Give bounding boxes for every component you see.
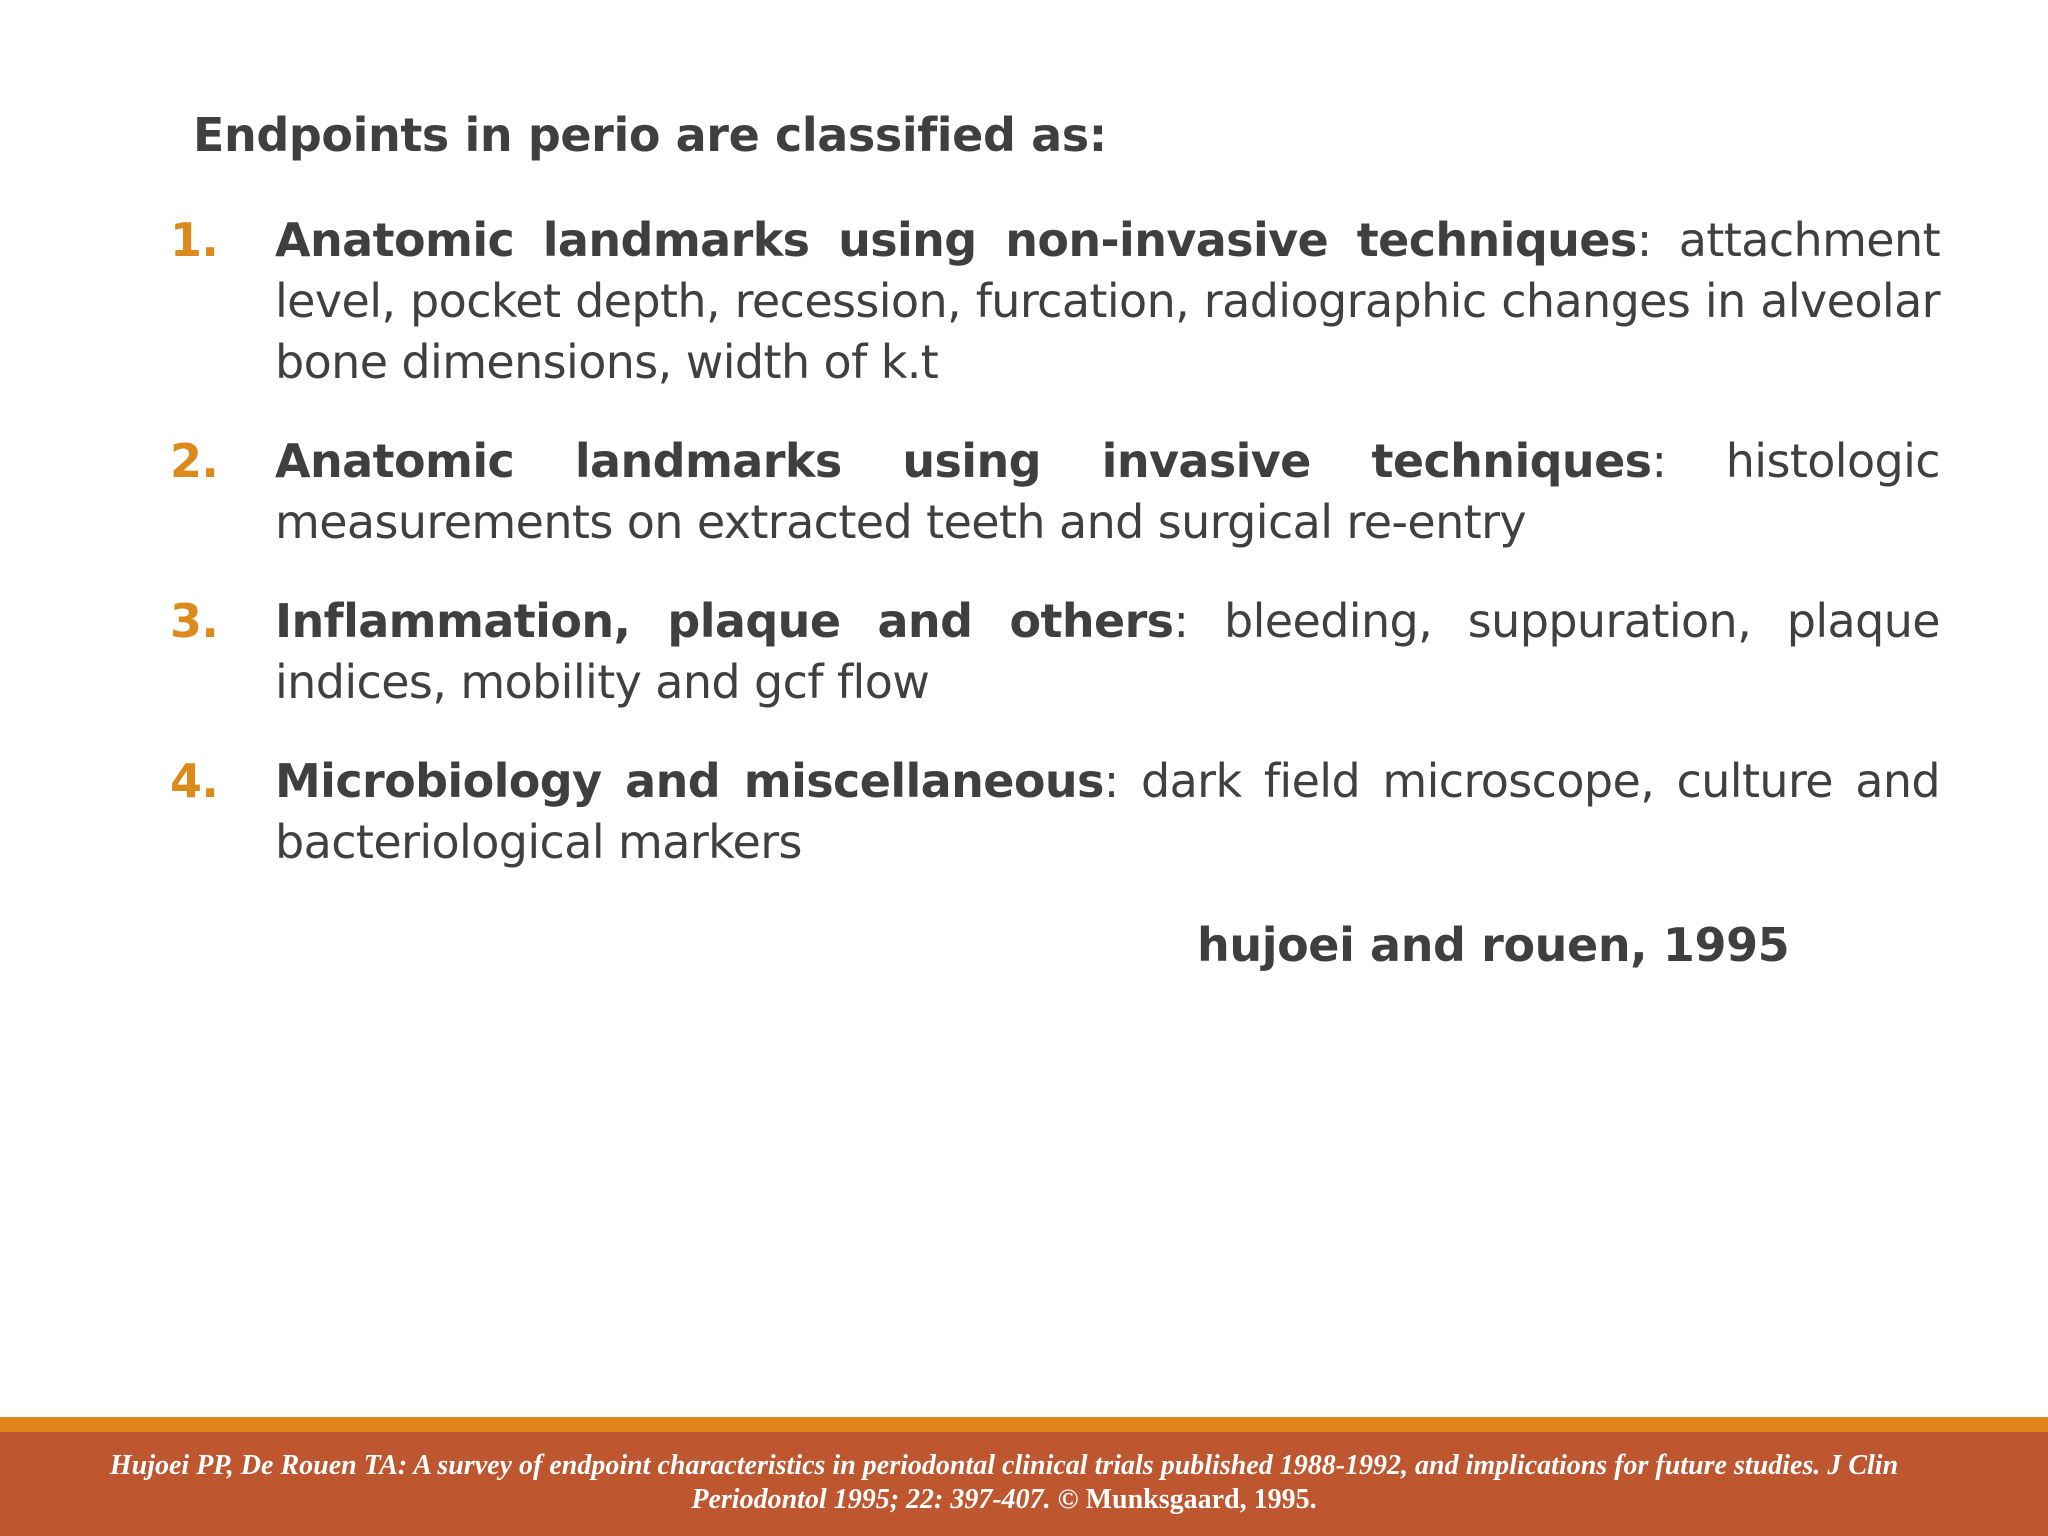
endpoint-number: 3. bbox=[170, 594, 219, 648]
endpoint-number: 1. bbox=[170, 213, 219, 267]
footer-stripe bbox=[0, 1417, 2048, 1432]
endpoint-number: 2. bbox=[170, 434, 219, 488]
endpoint-list bbox=[170, 210, 1940, 911]
footer-copyright: © Munksgaard, 1995. bbox=[1050, 1484, 1317, 1515]
endpoint-separator: : bbox=[1651, 434, 1667, 488]
endpoint-description: bleeding, suppuration, plaque indices, mobility and gcf flow bbox=[275, 594, 1940, 709]
citation-short: hujoei and rouen, 1995 bbox=[1197, 918, 1790, 972]
endpoint-number: 4. bbox=[170, 754, 219, 808]
endpoint-term: Inflammation, plaque and others bbox=[275, 594, 1174, 648]
endpoint-separator: : bbox=[1103, 754, 1119, 808]
endpoint-term: Microbiology and miscellaneous bbox=[275, 754, 1104, 808]
endpoint-description: attachment level, pocket depth, recession, furcation, radiographic changes in alveolar bone dimensions, width of k.t bbox=[275, 213, 1940, 389]
endpoint-term: Anatomic landmarks using non-invasive techniques bbox=[275, 213, 1637, 267]
footer-reference: Hujoei PP, De Rouen TA: A survey of endpoint characteristics in periodontal clinical trials published 1988-1992, and implications for future studies. J Clin Periodontol 1995; 22: 397-407. bbox=[109, 1450, 1899, 1515]
endpoint-item-3 bbox=[170, 591, 1940, 713]
endpoint-separator: : bbox=[1173, 594, 1189, 648]
endpoint-description: histologic measurements on extracted teeth and surgical re-entry bbox=[275, 434, 1941, 549]
endpoint-term: Anatomic landmarks using invasive techniques bbox=[275, 434, 1652, 488]
slide-heading: Endpoints in perio are classified as: bbox=[193, 108, 1107, 162]
endpoint-item-4 bbox=[170, 751, 1940, 873]
endpoint-description: dark field microscope, culture and bacteriological markers bbox=[275, 754, 1940, 869]
endpoint-item-1 bbox=[170, 210, 1940, 393]
endpoint-separator: : bbox=[1636, 213, 1652, 267]
endpoint-item-2 bbox=[170, 431, 1940, 553]
footer-citation bbox=[60, 1449, 1948, 1517]
